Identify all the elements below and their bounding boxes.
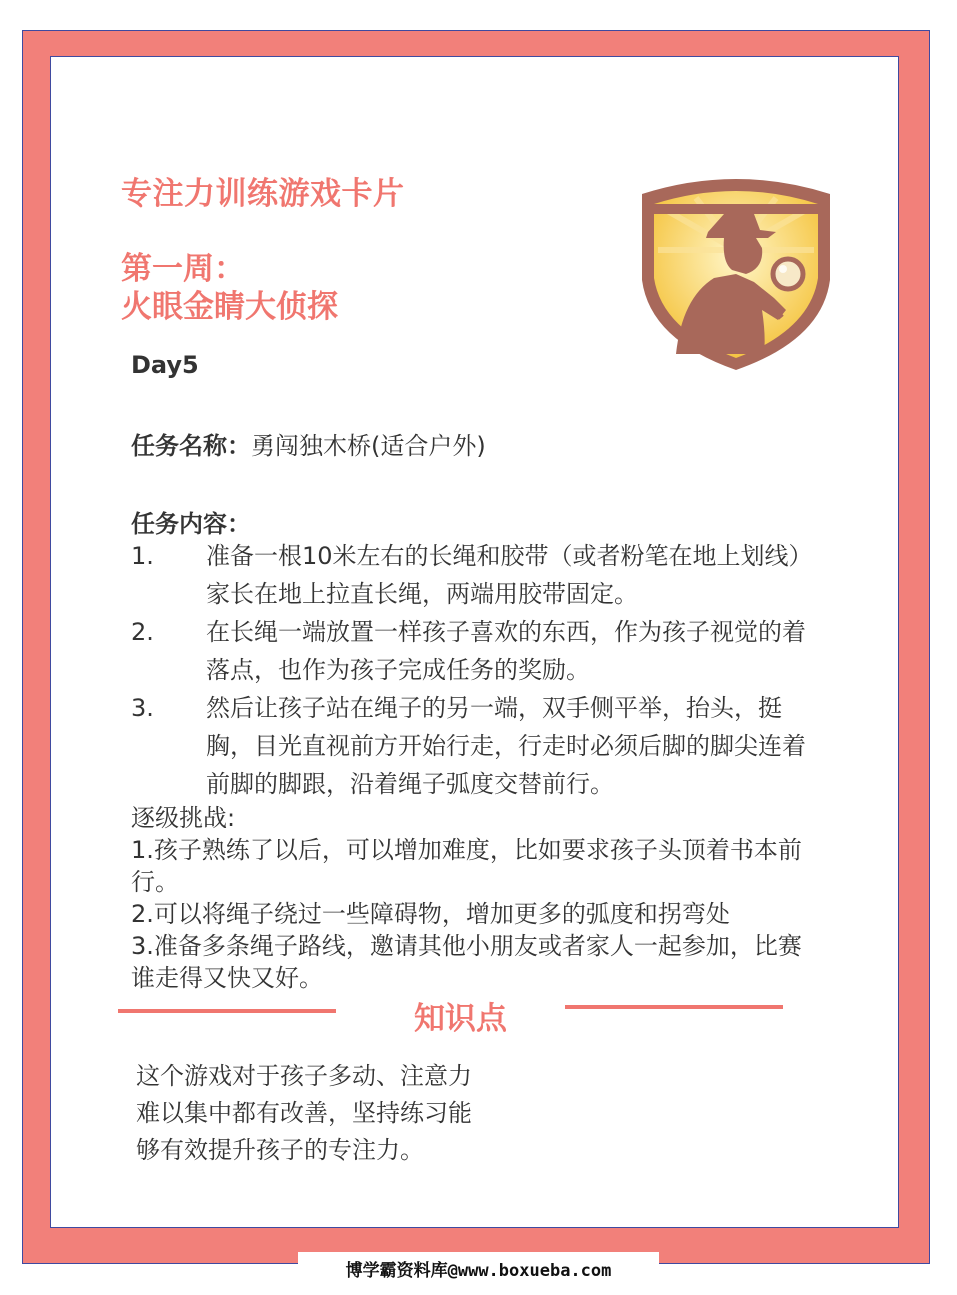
- step-text: 然后让孩子站在绳子的另一端，双手侧平举，抬头，挺胸，目光直视前方开始行走，行走时必须后脚的脚尖连着前脚的脚跟，沿着绳子弧度交替前行。: [206, 694, 806, 798]
- watermark-footer: 博学霸资料库@www.boxueba.com: [298, 1252, 659, 1284]
- task-content-label: 任务内容：: [131, 510, 251, 538]
- task-name-label: 任务名称：: [131, 432, 251, 460]
- divider-left: [118, 1009, 336, 1013]
- knowledge-line: 够有效提升孩子的专注力。: [136, 1136, 424, 1164]
- divider-right: [565, 1005, 783, 1009]
- list-item: [131, 613, 821, 689]
- week-theme: 火眼金睛大侦探: [121, 289, 338, 325]
- list-item: [131, 689, 821, 803]
- step-number: 1.: [131, 542, 154, 570]
- card-title: 专注力训练游戏卡片: [121, 176, 405, 212]
- challenge-item: 2.可以将绳子绕过一些障碍物，增加更多的弧度和拐弯处: [131, 900, 730, 928]
- challenge-label: 逐级挑战:: [131, 804, 236, 832]
- detective-magnifier-badge-icon: [636, 170, 836, 375]
- knowledge-title: 知识点: [414, 1001, 507, 1037]
- week-heading: [121, 250, 338, 326]
- week-label: 第一周：: [121, 251, 245, 287]
- day-label: Day5: [131, 351, 199, 379]
- challenge-item: 1.孩子熟练了以后，可以增加难度，比如要求孩子头顶着书本前行。: [131, 836, 802, 896]
- list-item: [131, 537, 821, 613]
- knowledge-line: 难以集中都有改善，坚持练习能: [136, 1099, 472, 1127]
- knowledge-text: [136, 1058, 536, 1169]
- challenge-section: [131, 802, 821, 994]
- step-number: 2.: [131, 618, 154, 646]
- task-name-row: [131, 426, 486, 461]
- step-text: 准备一根10米左右的长绳和胶带（或者粉笔在地上划线）家长在地上拉直长绳，两端用胶带固定。: [206, 542, 813, 608]
- task-name-value: 勇闯独木桥(适合户外): [251, 432, 486, 460]
- step-list: [131, 537, 821, 803]
- knowledge-line: 这个游戏对于孩子多动、注意力: [136, 1062, 472, 1090]
- challenge-item: 3.准备多条绳子路线，邀请其他小朋友或者家人一起参加，比赛谁走得又快又好。: [131, 932, 802, 992]
- step-text: 在长绳一端放置一样孩子喜欢的东西，作为孩子视觉的着落点，也作为孩子完成任务的奖励。: [206, 618, 806, 684]
- step-number: 3.: [131, 694, 154, 722]
